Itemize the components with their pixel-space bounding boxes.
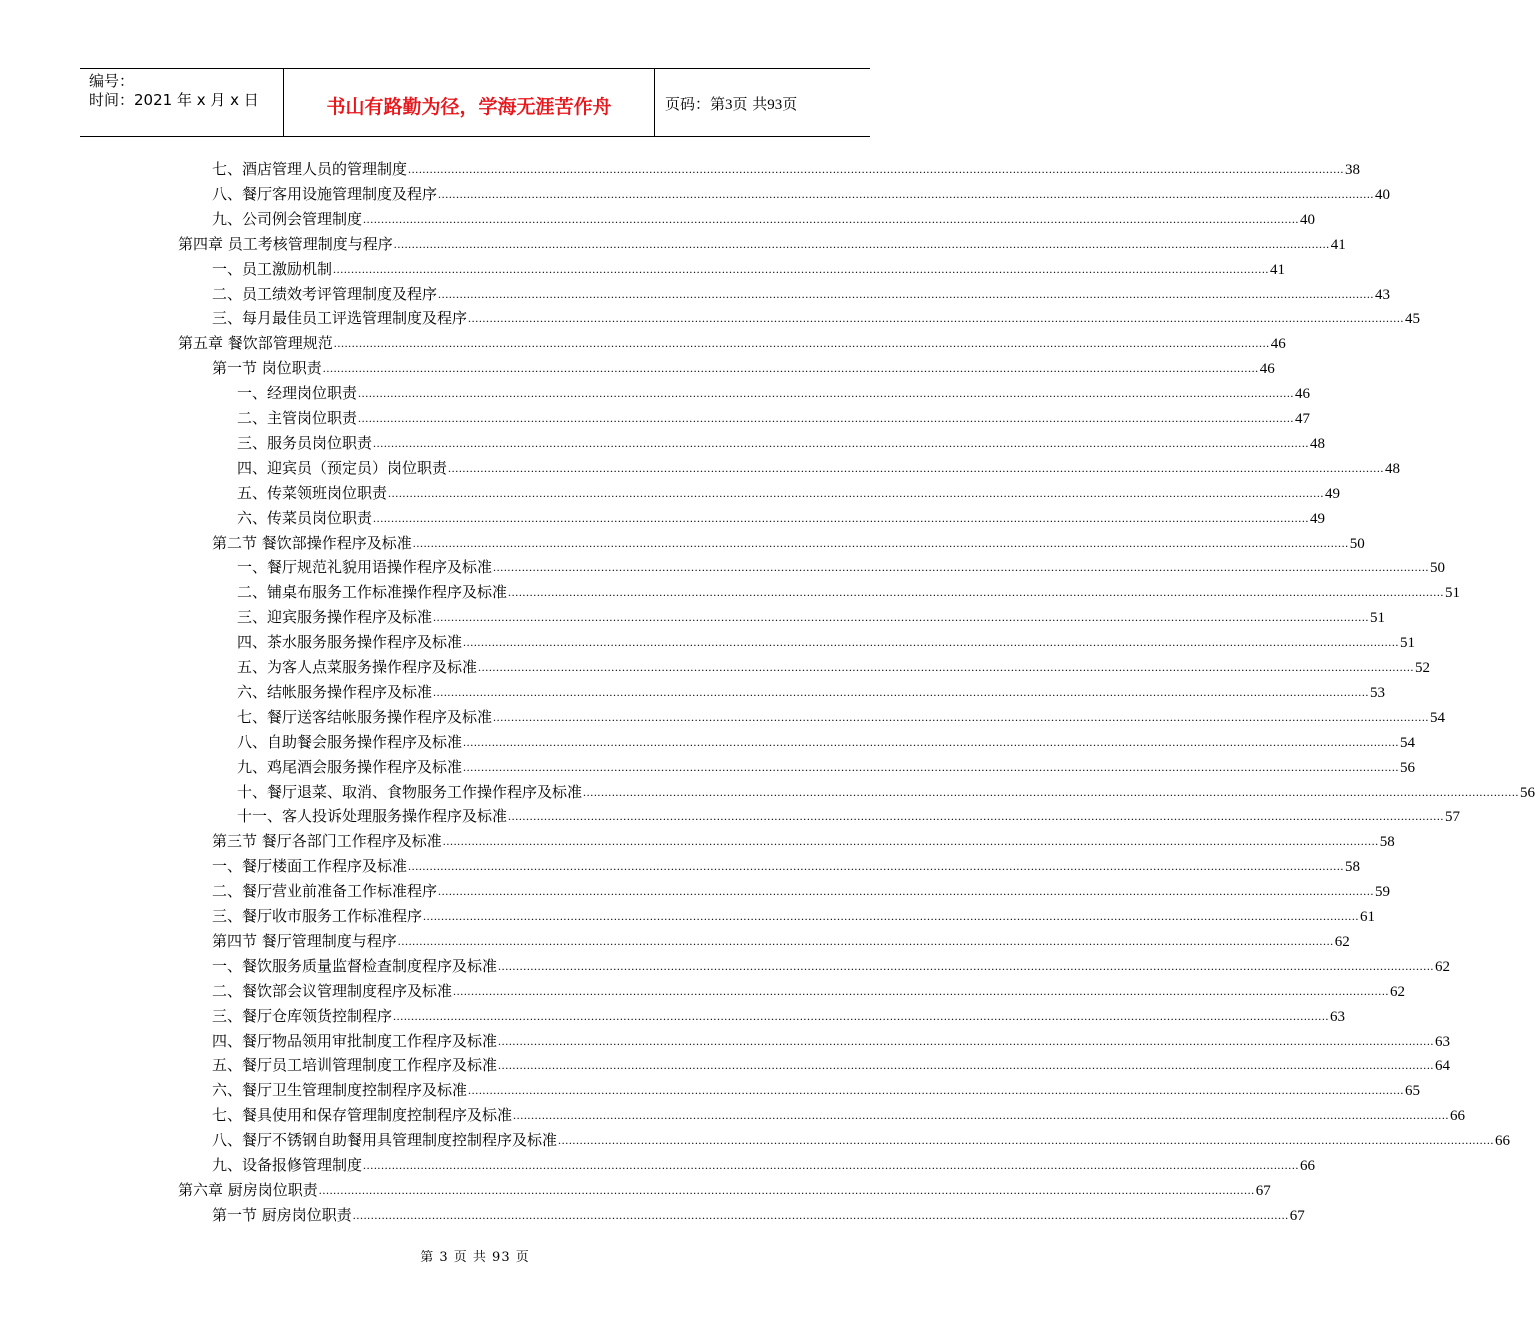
toc-entry-title: 五、传菜领班岗位职责 <box>237 484 388 502</box>
toc-entry-page: 48 <box>1385 461 1401 477</box>
toc-entry[interactable] <box>237 756 1416 778</box>
toc-dot-leader: .................................................................................................................................................................................................................................................................... <box>358 411 1295 425</box>
toc-entry[interactable] <box>212 1030 1451 1052</box>
toc-entry-page: 40 <box>1375 187 1391 203</box>
toc-entry-page: 41 <box>1270 262 1286 278</box>
toc-dot-leader: .................................................................................................................................................................................................................................................................... <box>412 536 1349 550</box>
toc-entry[interactable] <box>212 880 1391 902</box>
toc-dot-leader: .................................................................................................................................................................................................................................................................... <box>438 884 1375 898</box>
toc-entry[interactable] <box>237 581 1461 603</box>
toc-dot-leader: .................................................................................................................................................................................................................................................................... <box>558 1133 1495 1147</box>
toc-dot-leader: .................................................................................................................................................................................................................................................................... <box>373 511 1310 525</box>
toc-dot-leader: .................................................................................................................................................................................................................................................................... <box>318 1183 1255 1197</box>
toc-entry[interactable] <box>212 830 1395 852</box>
header-page-number <box>665 93 797 114</box>
toc-dot-leader: .................................................................................................................................................................................................................................................................... <box>508 809 1445 823</box>
toc-entry-page: 62 <box>1390 984 1406 1000</box>
toc-dot-leader: .................................................................................................................................................................................................................................................................... <box>463 735 1400 749</box>
toc-entry-title: 三、迎宾服务操作程序及标准 <box>237 608 433 626</box>
toc-entry-page: 64 <box>1435 1058 1451 1074</box>
toc-dot-leader: .................................................................................................................................................................................................................................................................... <box>438 187 1375 201</box>
toc-entry[interactable] <box>212 1154 1316 1176</box>
toc-entry[interactable] <box>212 1129 1511 1151</box>
toc-entry[interactable] <box>212 1079 1421 1101</box>
toc-entry-title: 四、餐厅物品领用审批制度工作程序及标准 <box>212 1032 498 1050</box>
toc-entry-page: 63 <box>1330 1009 1346 1025</box>
toc-entry[interactable] <box>237 681 1386 703</box>
toc-dot-leader: .................................................................................................................................................................................................................................................................... <box>352 1208 1289 1222</box>
toc-entry[interactable] <box>178 1179 1271 1201</box>
toc-entry-page: 65 <box>1405 1083 1421 1099</box>
toc-dot-leader: .................................................................................................................................................................................................................................................................... <box>408 859 1345 873</box>
toc-entry-page: 63 <box>1435 1034 1451 1050</box>
toc-entry[interactable] <box>212 158 1361 180</box>
toc-entry-page: 49 <box>1310 511 1326 527</box>
toc-entry[interactable] <box>237 432 1326 454</box>
toc-entry-page: 41 <box>1330 237 1346 253</box>
toc-dot-leader: .................................................................................................................................................................................................................................................................... <box>333 262 1270 276</box>
toc-entry[interactable] <box>237 706 1446 728</box>
toc-entry-title: 八、餐厅客用设施管理制度及程序 <box>212 185 438 203</box>
toc-dot-leader: .................................................................................................................................................................................................................................................................... <box>453 984 1390 998</box>
toc-entry-title: 二、主管岗位职责 <box>237 409 358 427</box>
toc-dot-leader: .................................................................................................................................................................................................................................................................... <box>442 834 1379 848</box>
toc-entry-page: 50 <box>1349 536 1365 552</box>
toc-entry[interactable] <box>212 980 1406 1002</box>
toc-entry-title: 五、为客人点菜服务操作程序及标准 <box>237 658 478 676</box>
toc-entry[interactable] <box>212 955 1451 977</box>
toc-entry-title: 第四节 餐厅管理制度与程序 <box>212 932 397 950</box>
toc-entry[interactable] <box>212 1104 1466 1126</box>
toc-entry-page: 51 <box>1400 635 1416 651</box>
toc-entry[interactable] <box>212 357 1275 379</box>
document-date: 时间：2021 年 x 月 x 日 <box>89 91 259 109</box>
toc-entry-title: 十、餐厅退菜、取消、食物服务工作操作程序及标准 <box>237 783 583 801</box>
toc-entry-title: 三、餐厅收市服务工作标准程序 <box>212 907 423 925</box>
toc-entry-page: 51 <box>1445 585 1461 601</box>
toc-entry-title: 二、餐饮部会议管理制度程序及标准 <box>212 982 453 1000</box>
header-middle-cell <box>284 69 655 136</box>
toc-entry-title: 三、餐厅仓库领货控制程序 <box>212 1007 393 1025</box>
header-left-cell <box>80 69 284 136</box>
toc-entry-title: 九、设备报修管理制度 <box>212 1156 363 1174</box>
header-right-cell <box>655 69 870 136</box>
toc-entry[interactable] <box>237 631 1416 653</box>
toc-entry-page: 56 <box>1400 760 1416 776</box>
toc-entry-title: 八、自助餐会服务操作程序及标准 <box>237 733 463 751</box>
toc-entry-page: 45 <box>1405 311 1421 327</box>
toc-dot-leader: .................................................................................................................................................................................................................................................................... <box>498 1058 1435 1072</box>
toc-entry-title: 二、员工绩效考评管理制度及程序 <box>212 285 438 303</box>
toc-entry-page: 57 <box>1445 809 1461 825</box>
toc-entry[interactable] <box>178 233 1346 255</box>
toc-entry-page: 46 <box>1270 336 1286 352</box>
toc-entry-title: 第四章 员工考核管理制度与程序 <box>178 235 393 253</box>
toc-entry-page: 66 <box>1495 1133 1511 1149</box>
toc-entry-page: 49 <box>1325 486 1341 502</box>
toc-dot-leader: .................................................................................................................................................................................................................................................................... <box>468 311 1405 325</box>
toc-dot-leader: .................................................................................................................................................................................................................................................................... <box>498 1034 1435 1048</box>
page-suffix: 页 <box>782 95 798 113</box>
toc-entry-title: 十一、客人投诉处理服务操作程序及标准 <box>237 807 508 825</box>
toc-entry-page: 50 <box>1430 560 1446 576</box>
toc-entry[interactable] <box>212 208 1316 230</box>
toc-entry[interactable] <box>178 332 1286 354</box>
toc-entry-title: 六、结帐服务操作程序及标准 <box>237 683 433 701</box>
toc-entry-title: 七、餐具使用和保存管理制度控制程序及标准 <box>212 1106 513 1124</box>
toc-dot-leader: .................................................................................................................................................................................................................................................................... <box>508 585 1445 599</box>
toc-dot-leader: .................................................................................................................................................................................................................................................................... <box>333 336 1270 350</box>
toc-entry[interactable] <box>237 482 1341 504</box>
toc-dot-leader: .................................................................................................................................................................................................................................................................... <box>493 710 1430 724</box>
toc-entry-page: 59 <box>1375 884 1391 900</box>
toc-entry-title: 一、餐厅规范礼貌用语操作程序及标准 <box>237 558 493 576</box>
toc-entry[interactable] <box>237 556 1446 578</box>
toc-entry-title: 第五章 餐饮部管理规范 <box>178 334 333 352</box>
toc-entry-title: 一、经理岗位职责 <box>237 384 358 402</box>
toc-entry-page: 66 <box>1450 1108 1466 1124</box>
page-footer: 第 3 页 共 93 页 <box>420 1250 530 1265</box>
toc-entry-page: 67 <box>1289 1208 1305 1224</box>
toc-entry[interactable] <box>212 258 1286 280</box>
toc-entry-page: 58 <box>1345 859 1361 875</box>
toc-entry-title: 一、员工激励机制 <box>212 260 333 278</box>
toc-entry[interactable] <box>237 407 1311 429</box>
toc-dot-leader: .................................................................................................................................................................................................................................................................... <box>358 386 1295 400</box>
toc-entry-title: 第一节 岗位职责 <box>212 359 322 377</box>
toc-dot-leader: .................................................................................................................................................................................................................................................................... <box>438 287 1375 301</box>
toc-entry[interactable] <box>237 805 1461 827</box>
toc-entry-page: 67 <box>1255 1183 1271 1199</box>
page-header <box>80 68 870 137</box>
toc-entry-title: 四、迎宾员（预定员）岗位职责 <box>237 459 448 477</box>
toc-entry[interactable] <box>212 283 1391 305</box>
toc-entry[interactable] <box>237 656 1431 678</box>
toc-entry-page: 52 <box>1415 660 1431 676</box>
toc-dot-leader: .................................................................................................................................................................................................................................................................... <box>397 934 1334 948</box>
toc-entry-title: 三、服务员岗位职责 <box>237 434 373 452</box>
toc-entry-page: 47 <box>1295 411 1311 427</box>
page-current: 3 <box>725 97 733 113</box>
toc-dot-leader: .................................................................................................................................................................................................................................................................... <box>463 760 1400 774</box>
toc-entry-page: 43 <box>1375 287 1391 303</box>
toc-entry-title: 一、餐饮服务质量监督检查制度程序及标准 <box>212 957 498 975</box>
toc-entry-title: 七、餐厅送客结帐服务操作程序及标准 <box>237 708 493 726</box>
toc-entry-page: 54 <box>1430 710 1446 726</box>
toc-entry[interactable] <box>237 507 1326 529</box>
toc-entry-page: 51 <box>1370 610 1386 626</box>
toc-entry[interactable] <box>212 1054 1451 1076</box>
toc-entry-page: 38 <box>1345 162 1361 178</box>
toc-dot-leader: .................................................................................................................................................................................................................................................................... <box>363 212 1300 226</box>
toc-entry[interactable] <box>212 905 1376 927</box>
toc-entry-title: 三、每月最佳员工评选管理制度及程序 <box>212 309 468 327</box>
toc-entry[interactable] <box>212 1005 1346 1027</box>
toc-entry-page: 48 <box>1310 436 1326 452</box>
toc-dot-leader: .................................................................................................................................................................................................................................................................... <box>388 486 1325 500</box>
toc-dot-leader: .................................................................................................................................................................................................................................................................... <box>478 660 1415 674</box>
toc-entry-page: 58 <box>1379 834 1395 850</box>
toc-entry[interactable] <box>212 532 1365 554</box>
toc-entry-title: 二、铺桌布服务工作标准操作程序及标准 <box>237 583 508 601</box>
toc-entry-page: 66 <box>1300 1158 1316 1174</box>
toc-entry-page: 62 <box>1334 934 1350 950</box>
toc-entry[interactable] <box>237 457 1401 479</box>
page-mid: 页 共 <box>732 95 768 113</box>
document-id-label: 编号： <box>89 72 135 90</box>
toc-entry[interactable] <box>212 855 1361 877</box>
toc-dot-leader: .................................................................................................................................................................................................................................................................... <box>513 1108 1450 1122</box>
toc-entry[interactable] <box>237 781 1535 803</box>
toc-entry-title: 四、茶水服务服务操作程序及标准 <box>237 633 463 651</box>
toc-entry[interactable] <box>237 731 1416 753</box>
toc-entry[interactable] <box>212 307 1421 329</box>
toc-entry-title: 九、公司例会管理制度 <box>212 210 363 228</box>
toc-entry-title: 七、酒店管理人员的管理制度 <box>212 160 408 178</box>
toc-entry-title: 五、餐厅员工培训管理制度工作程序及标准 <box>212 1056 498 1074</box>
toc-entry-page: 53 <box>1370 685 1386 701</box>
toc-entry[interactable] <box>237 382 1311 404</box>
toc-dot-leader: .................................................................................................................................................................................................................................................................... <box>363 1158 1300 1172</box>
toc-dot-leader: .................................................................................................................................................................................................................................................................... <box>408 162 1345 176</box>
toc-dot-leader: .................................................................................................................................................................................................................................................................... <box>373 436 1310 450</box>
toc-dot-leader: .................................................................................................................................................................................................................................................................... <box>468 1083 1405 1097</box>
toc-entry-title: 二、餐厅营业前准备工作标准程序 <box>212 882 438 900</box>
toc-entry-title: 第一节 厨房岗位职责 <box>212 1206 352 1224</box>
toc-entry-title: 一、餐厅楼面工作程序及标准 <box>212 857 408 875</box>
toc-entry-title: 第二节 餐饮部操作程序及标准 <box>212 534 412 552</box>
toc-dot-leader: .................................................................................................................................................................................................................................................................... <box>393 1009 1330 1023</box>
toc-entry-page: 46 <box>1259 361 1275 377</box>
toc-entry-page: 46 <box>1295 386 1311 402</box>
toc-entry[interactable] <box>212 930 1350 952</box>
toc-entry-page: 54 <box>1400 735 1416 751</box>
toc-dot-leader: .................................................................................................................................................................................................................................................................... <box>498 959 1435 973</box>
toc-entry[interactable] <box>212 1204 1305 1226</box>
toc-dot-leader: .................................................................................................................................................................................................................................................................... <box>393 237 1330 251</box>
toc-dot-leader: .................................................................................................................................................................................................................................................................... <box>322 361 1259 375</box>
toc-dot-leader: .................................................................................................................................................................................................................................................................... <box>433 610 1370 624</box>
toc-entry-title: 九、鸡尾酒会服务操作程序及标准 <box>237 758 463 776</box>
toc-dot-leader: .................................................................................................................................................................................................................................................................... <box>423 909 1360 923</box>
toc-dot-leader: .................................................................................................................................................................................................................................................................... <box>463 635 1400 649</box>
toc-entry-page: 61 <box>1360 909 1376 925</box>
toc-dot-leader: .................................................................................................................................................................................................................................................................... <box>433 685 1370 699</box>
toc-dot-leader: .................................................................................................................................................................................................................................................................... <box>493 560 1430 574</box>
toc-entry-page: 56 <box>1520 785 1535 801</box>
page-total: 93 <box>767 97 783 113</box>
toc-entry-title: 第六章 厨房岗位职责 <box>178 1181 318 1199</box>
toc-entry[interactable] <box>237 606 1386 628</box>
header-motto: 书山有路勤为径，学海无涯苦作舟 <box>326 96 612 118</box>
toc-dot-leader: .................................................................................................................................................................................................................................................................... <box>583 785 1520 799</box>
toc-entry-page: 62 <box>1435 959 1451 975</box>
toc-entry-title: 六、传菜员岗位职责 <box>237 509 373 527</box>
toc-dot-leader: .................................................................................................................................................................................................................................................................... <box>448 461 1385 475</box>
page-prefix: 页码：第 <box>665 95 726 113</box>
toc-entry-title: 六、餐厅卫生管理制度控制程序及标准 <box>212 1081 468 1099</box>
toc-entry-page: 40 <box>1300 212 1316 228</box>
toc-entry-title: 八、餐厅不锈钢自助餐用具管理制度控制程序及标准 <box>212 1131 558 1149</box>
toc-entry-title: 第三节 餐厅各部门工作程序及标准 <box>212 832 442 850</box>
toc-entry[interactable] <box>212 183 1391 205</box>
